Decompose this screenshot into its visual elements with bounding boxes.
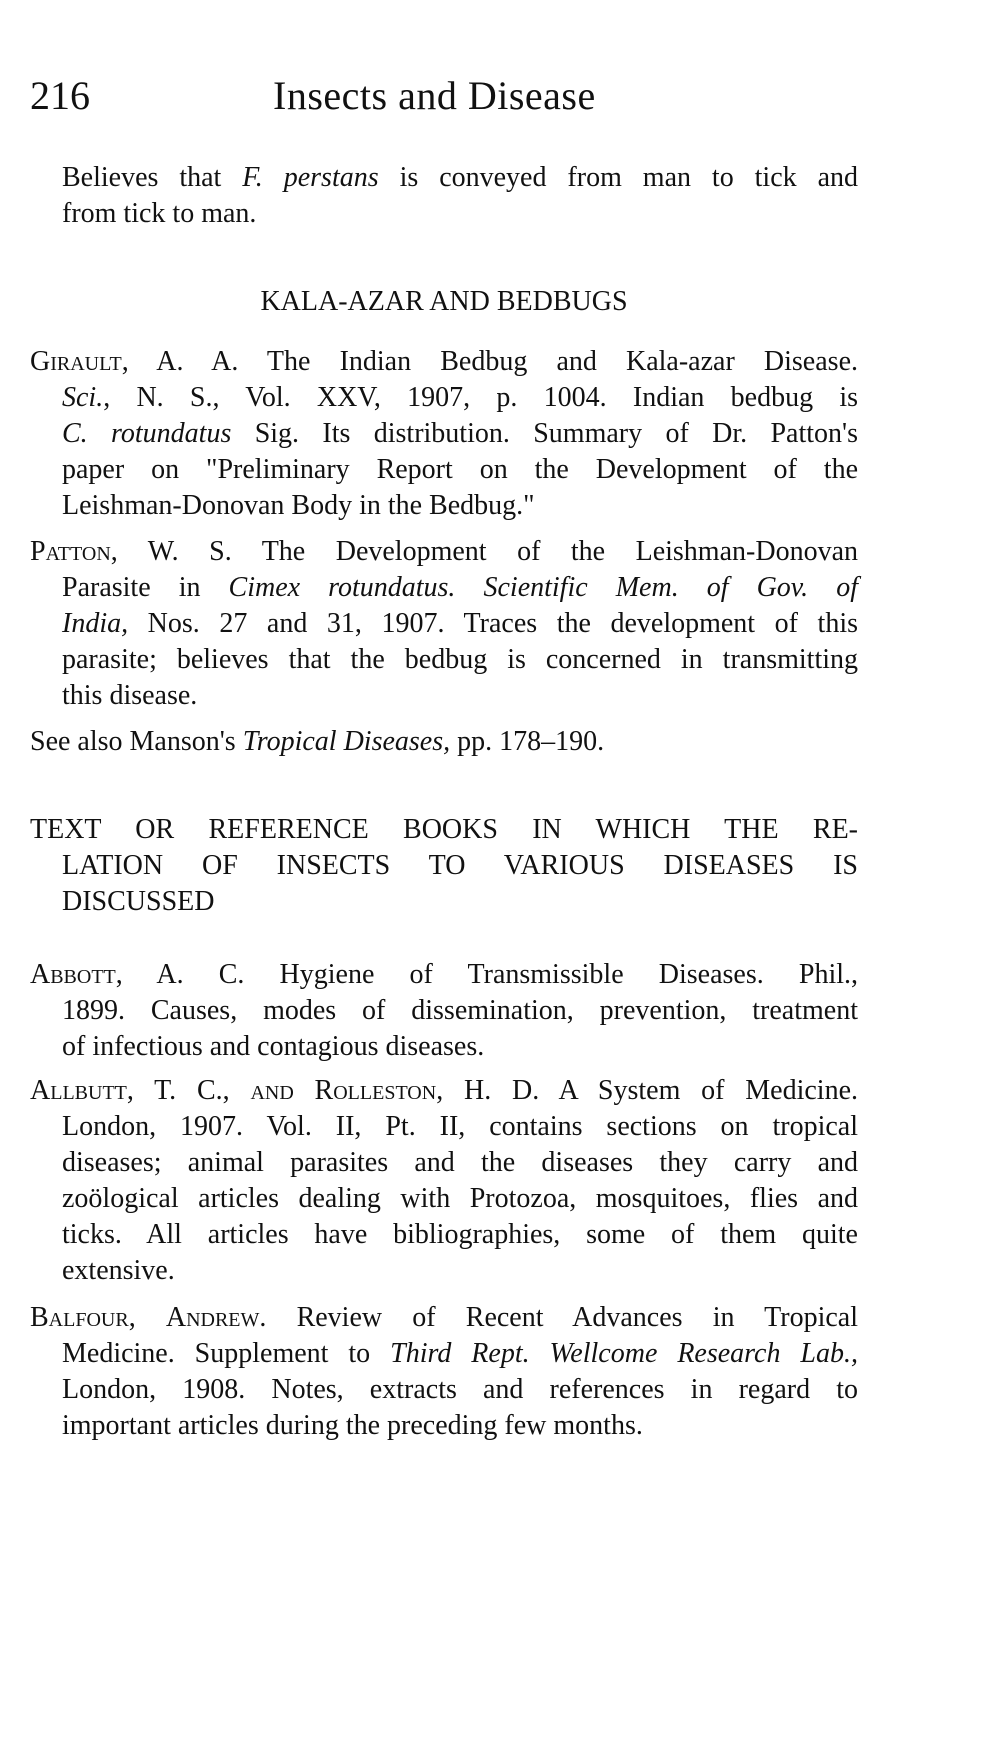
- text-run: KALA-AZAR AND BEDBUGS: [260, 286, 628, 317]
- text-line: [62, 1372, 858, 1408]
- text-run: diseases; animal parasites and the diseases they carry and: [62, 1147, 858, 1178]
- section-heading-reference-books: [30, 812, 858, 920]
- text-run: , A. C. Hygiene of Transmissible Diseases. Phil.,: [115, 959, 858, 990]
- text-line: [30, 812, 858, 848]
- text-run: , A. A. The Indian Bedbug and Kala-azar Disease.: [121, 346, 858, 377]
- entry-girault: [30, 344, 858, 524]
- text-line: [62, 1217, 858, 1253]
- text-run: Believes that: [62, 162, 243, 193]
- text-line: [30, 957, 858, 993]
- text-line: [62, 1109, 858, 1145]
- text-line: [62, 606, 858, 642]
- text-line: [62, 1029, 858, 1065]
- author-name: and Rolleston: [250, 1075, 437, 1106]
- entry-allbutt: [30, 1073, 858, 1289]
- text-line: [62, 380, 858, 416]
- text-run: this disease.: [62, 680, 198, 711]
- text-run: London, 1908. Notes, extracts and references in regard to: [62, 1374, 858, 1405]
- page-body: [30, 160, 858, 1444]
- text-run: TEXT OR REFERENCE BOOKS IN WHICH THE RE-: [30, 814, 858, 845]
- text-line: [30, 344, 858, 380]
- entry-balfour: [30, 1300, 858, 1444]
- italic-text: Third Rept. Wellcome Research Lab.,: [390, 1338, 858, 1369]
- entry-patton: [30, 534, 858, 714]
- text-run: from tick to man.: [62, 198, 257, 229]
- text-run: of infectious and contagious diseases.: [62, 1031, 485, 1062]
- text-line: [30, 284, 858, 320]
- text-run: , T. C.,: [126, 1075, 251, 1106]
- text-run: important articles during the preceding few months.: [62, 1410, 643, 1441]
- see-also-note: [30, 724, 858, 760]
- italic-text: Sci.: [62, 382, 104, 413]
- text-line: [62, 1181, 858, 1217]
- text-line: [62, 1253, 858, 1289]
- text-run: . Review of Recent Advances in Tropical: [259, 1302, 858, 1333]
- text-line: [62, 196, 858, 232]
- entry-abbott: [30, 957, 858, 1065]
- text-line: [62, 570, 858, 606]
- author-name: Andrew: [165, 1302, 260, 1333]
- text-line: [62, 488, 858, 524]
- text-run: paper on "Preliminary Report on the Development of the: [62, 454, 858, 485]
- text-run: parasite; believes that the bedbug is concerned in transmitting: [62, 644, 858, 675]
- text-line: [30, 1300, 858, 1336]
- italic-text: Tropical Diseases,: [242, 726, 451, 757]
- italic-text: Cimex rotundatus. Scientific Mem. of Gov. of: [228, 572, 858, 603]
- author-name: Allbutt: [30, 1075, 127, 1106]
- section-heading-kala-azar: [30, 284, 858, 320]
- text-run: ticks. All articles have bibliographies, some of them quite: [62, 1219, 858, 1250]
- text-line: [62, 642, 858, 678]
- text-run: LATION OF INSECTS TO VARIOUS DISEASES IS: [62, 850, 858, 881]
- text-run: , W. S. The Development of the Leishman-Donovan: [110, 536, 858, 567]
- italic-text: F. perstans: [242, 162, 379, 193]
- text-run: , H. D. A System of Medicine.: [436, 1075, 859, 1106]
- text-run: extensive.: [62, 1255, 175, 1286]
- text-line: [62, 416, 858, 452]
- text-line: [62, 993, 858, 1029]
- italic-text: India,: [62, 608, 129, 639]
- text-run: is conveyed from man to tick and: [378, 162, 859, 193]
- text-run: Sig. Its distribution. Summary of Dr. Patton's: [231, 418, 858, 449]
- text-run: See also Manson's: [30, 726, 243, 757]
- text-run: Nos. 27 and 31, 1907. Traces the development of this: [128, 608, 858, 639]
- italic-text: C. rotundatus: [62, 418, 232, 449]
- text-line: [30, 1073, 858, 1109]
- running-title: Insects and Disease: [273, 73, 596, 118]
- text-line: [62, 848, 858, 884]
- text-run: Parasite in: [62, 572, 229, 603]
- text-run: ,: [128, 1302, 166, 1333]
- text-run: DISCUSSED: [62, 886, 215, 917]
- text-run: , N. S., Vol. XXV, 1907, p. 1004. Indian bedbug is: [103, 382, 858, 413]
- text-line: [62, 1336, 858, 1372]
- text-line: [62, 1408, 858, 1444]
- text-line: [62, 160, 858, 196]
- text-run: Leishman-Donovan Body in the Bedbug.": [62, 490, 535, 521]
- text-run: pp. 178–190.: [450, 726, 605, 757]
- text-line: [62, 884, 858, 920]
- author-name: Girault: [30, 346, 122, 377]
- text-line: [30, 724, 858, 760]
- author-name: Abbott: [30, 959, 116, 990]
- author-name: Patton: [30, 536, 111, 567]
- page-number: 216: [30, 73, 90, 118]
- text-run: London, 1907. Vol. II, Pt. II, contains sections on tropical: [62, 1111, 858, 1142]
- text-run: zoölogical articles dealing with Protozoa, mosquitoes, flies and: [62, 1183, 858, 1214]
- continuation-paragraph: [30, 160, 858, 232]
- text-line: [62, 1145, 858, 1181]
- text-line: [62, 452, 858, 488]
- page-header: [30, 72, 858, 128]
- text-run: 1899. Causes, modes of dissemination, prevention, treatment: [62, 995, 858, 1026]
- text-line: [62, 678, 858, 714]
- text-run: Medicine. Supplement to: [62, 1338, 391, 1369]
- author-name: Balfour: [30, 1302, 129, 1333]
- text-line: [30, 534, 858, 570]
